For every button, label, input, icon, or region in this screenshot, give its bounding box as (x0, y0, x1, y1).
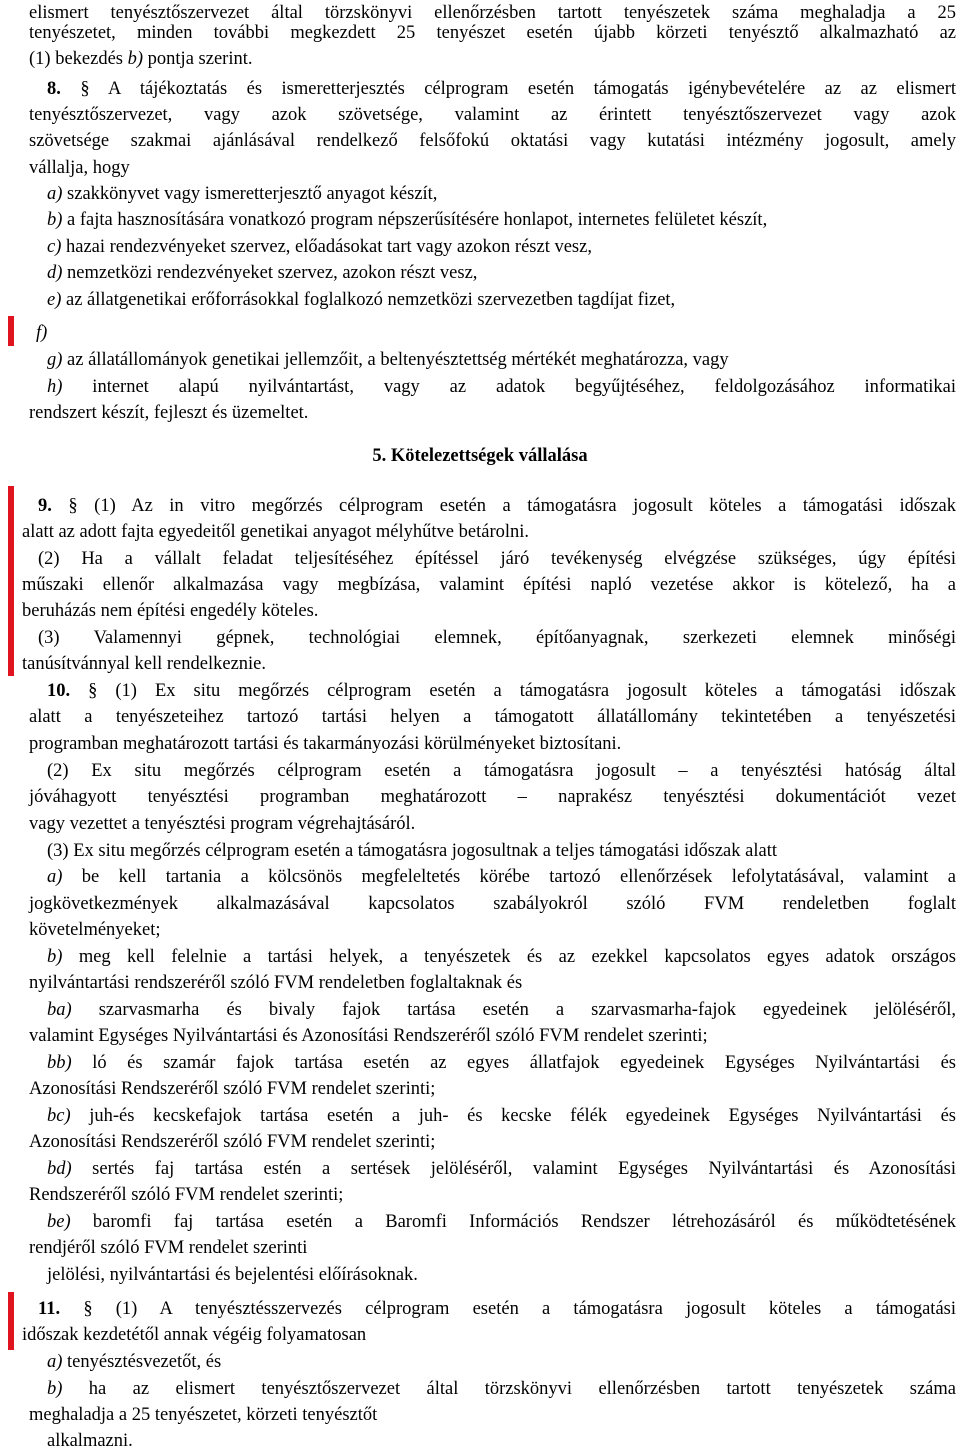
text: Azonosítási Rendszeréről szóló FVM rendelet szerinti; (29, 1132, 436, 1152)
text: vállalja, hogy (29, 158, 130, 178)
text: az állatállományok genetikai jellemzőit, a beltenyésztettség mértékét meghatározza, vagy (62, 350, 729, 370)
point-label: bd) (47, 1159, 72, 1179)
point-label: b) (47, 210, 63, 230)
text: (1) Ex situ megőrzés célprogram esetén a támogatásra jogosult köteles a támogatási időszak (115, 681, 956, 701)
point-label: a) (47, 1352, 63, 1372)
list-item (47, 234, 956, 260)
list-item (47, 1209, 956, 1235)
text: alatt a tenyészeteihez tartozó tartási helyen a támogatott állatállomány tekintetében a tenyészetési (29, 707, 956, 727)
list-item (47, 1262, 956, 1288)
list-item (47, 347, 956, 373)
list-item (47, 260, 956, 286)
section-symbol: § (68, 496, 78, 516)
point-label: g) (47, 350, 63, 370)
list-item (47, 374, 956, 400)
text: a fajta hasznosítására vonatkozó program népszerűsítésére honlapot, internetes felületet készít, (62, 210, 768, 230)
point-label: b) (127, 49, 144, 69)
revision-mark (8, 316, 14, 346)
text: időszak kezdetétől annak végéig folyamatosan (22, 1325, 367, 1345)
paragraph-line (29, 46, 956, 72)
list-item (47, 287, 956, 313)
text: alkalmazni. (47, 1431, 133, 1451)
text: szövetsége szakmai ajánlásával rendelkező felsőfokú oktatási vagy kutatási intézmény jogosult, amely (29, 131, 956, 151)
section-number: 10. (47, 681, 71, 701)
section-8-line (29, 128, 956, 154)
text: baromfi faj tartása esetén a Baromfi Információs Rendszer létrehozásáról és működtetésének (70, 1212, 956, 1232)
revision-mark (8, 486, 14, 676)
point-label: ba) (47, 1000, 72, 1020)
section-11-line (38, 1296, 956, 1322)
text: nemzetközi rendezvényeket szervez, azokon részt vesz, (62, 263, 478, 283)
section-8-line (47, 76, 956, 102)
text: tenyésztőszervezet, vagy azok szövetsége, valamint az érintett tenyésztőszervezet vagy azok (29, 105, 956, 125)
list-item (29, 1182, 956, 1208)
text: meg kell felelnie a tartási helyek, a tenyészetek és az ezekkel kapcsolatos egyes adatok országos (62, 947, 956, 967)
text: Rendszeréről szóló FVM rendelet szerinti; (29, 1185, 344, 1205)
point-label: f) (36, 323, 48, 343)
section-number: 9. (38, 496, 52, 516)
section-9-line (38, 625, 956, 651)
section-9-line (22, 598, 956, 624)
text: Azonosítási Rendszeréről szóló FVM rendelet szerinti; (29, 1079, 436, 1099)
list-item (29, 970, 956, 996)
list-item (29, 400, 956, 426)
section-10-line (29, 784, 956, 810)
list-item (47, 1376, 956, 1402)
point-label: c) (47, 237, 62, 257)
text: hazai rendezvényeket szervez, előadásokat tart vagy azokon részt vesz, (61, 237, 592, 257)
section-9-line (22, 572, 956, 598)
section-8-line (29, 102, 956, 128)
list-item (47, 1156, 956, 1182)
list-item (47, 944, 956, 970)
list-item (29, 891, 956, 917)
text: (1) bekezdés (29, 49, 128, 69)
point-label: h) (47, 377, 63, 397)
text: programban meghatározott tartási és takarmányozási körülményeket biztosítani. (29, 734, 622, 754)
point-label: b) (47, 947, 63, 967)
section-10-line (29, 731, 956, 757)
text: tanúsítvánnyal kell rendelkeznie. (22, 654, 267, 674)
list-item (47, 1103, 956, 1129)
text: (3) Valamennyi gépnek, technológiai elemnek, építőanyagnak, szerkezeti elemnek minőségi (38, 628, 956, 648)
section-8-line (29, 155, 956, 181)
section-number: 11. (38, 1299, 61, 1319)
section-10-line (47, 838, 956, 864)
list-item (29, 1402, 956, 1428)
text: (1) Az in vitro megőrzés célprogram esetén a támogatásra jogosult köteles a támogatási időszak (94, 496, 957, 516)
point-label: e) (47, 290, 62, 310)
text: alatt az adott fajta egyedeitől genetikai anyagot mélyhűtve betárolni. (22, 522, 530, 542)
section-symbol: § (80, 79, 90, 99)
section-symbol: § (88, 681, 98, 701)
text: (1) A tenyésztésszervezés célprogram esetén a támogatásra jogosult köteles a támogatási (115, 1299, 956, 1319)
text: nyilvántartási rendszeréről szóló FVM rendeletben foglaltaknak és (29, 973, 523, 993)
text: tenyészetet, minden további megkezdett 25 tenyészet esetén újabb körzeti tenyésztő alkalmazható az (29, 23, 956, 43)
text: (2) Ex situ megőrzés célprogram esetén a támogatásra jogosult – a tenyésztési hatóság által (47, 761, 956, 781)
text: valamint Egységes Nyilvántartási és Azonosítási Rendszeréről szóló FVM rendelet szerinti; (29, 1026, 708, 1046)
list-item (47, 1050, 956, 1076)
text: internet alapú nyilvántartást, vagy az adatok begyűjtéséhez, feldolgozásához informatikai (62, 377, 956, 397)
list-item (29, 1023, 956, 1049)
section-9-line (38, 546, 956, 572)
point-label: b) (47, 1379, 63, 1399)
text: műszaki ellenőr alkalmazása vagy megbízása, valamint építési napló vezetése akkor is kötelező, ha a (22, 575, 956, 595)
text: jogkövetkezmények alkalmazásával kapcsolatos szabályokról szóló FVM rendeletben foglalt (29, 894, 956, 914)
point-label: be) (47, 1212, 71, 1232)
point-label: a) (47, 867, 63, 887)
section-10-line (29, 811, 956, 837)
text: jelölési, nyilvántartási és bejelentési előírásoknak. (47, 1265, 418, 1285)
list-item (29, 1235, 956, 1261)
paragraph-line (29, 20, 956, 46)
text: beruházás nem építési engedély köteles. (22, 601, 319, 621)
text: tenyésztésvezetőt, és (62, 1352, 222, 1372)
section-9-line (22, 519, 956, 545)
list-item (47, 181, 956, 207)
list-item (47, 997, 956, 1023)
section-10-line (47, 758, 956, 784)
text: követelményeket; (29, 920, 161, 940)
list-item (29, 1129, 956, 1155)
text: A tájékoztatás és ismeretterjesztés célprogram esetén támogatás igénybevételére az az elismert (108, 79, 957, 99)
point-label: bc) (47, 1106, 71, 1126)
text: rendszert készít, fejleszt és üzemeltet. (29, 403, 309, 423)
text: rendjéről szóló FVM rendelet szerinti (29, 1238, 308, 1258)
text: (3) Ex situ megőrzés célprogram esetén a támogatásra jogosultnak a teljes támogatási időszak alatt (47, 841, 777, 861)
text: szarvasmarha és bivaly fajok tartása esetén a szarvasmarha-fajok egyedeinek jelöléséről, (71, 1000, 956, 1020)
text: vagy vezettet a tenyésztési program végrehajtásáról. (29, 814, 416, 834)
section-10-line (47, 678, 956, 704)
section-9-line (38, 493, 956, 519)
point-label: a) (47, 184, 63, 204)
text: jóváhagyott tenyésztési programban meghatározott – naprakész tenyésztési dokumentációt vezet (29, 787, 956, 807)
list-item (47, 1428, 956, 1454)
text: pontja szerint. (143, 49, 253, 69)
text: be kell tartania a kölcsönös megfeleltetés körébe tartozó ellenőrzések lefolytatásával, valamint a (62, 867, 956, 887)
list-item (29, 917, 956, 943)
text: sertés faj tartása estén a sertések jelöléséről, valamint Egységes Nyilvántartási és Azonosítási (71, 1159, 956, 1179)
list-item (47, 207, 956, 233)
section-10-line (29, 704, 956, 730)
text: meghaladja a 25 tenyészetet, körzeti tenyésztőt (29, 1405, 378, 1425)
section-symbol: § (83, 1299, 93, 1319)
list-item (36, 320, 956, 346)
list-item (47, 864, 956, 890)
revision-mark (8, 1292, 14, 1350)
list-item (29, 1076, 956, 1102)
section-9-line (22, 651, 956, 677)
point-label: bb) (47, 1053, 72, 1073)
section-11-line (22, 1322, 956, 1348)
text: elismert tenyésztőszervezet által törzskönyvi ellenőrzésben tartott tenyészetek száma meghaladja a 25 (29, 3, 956, 23)
text: juh-és kecskefajok tartása esetén a juh- és kecske félék egyedeinek Egységes Nyilvántartási és (70, 1106, 956, 1126)
text: az állatgenetikai erőforrásokkal foglalkozó nemzetközi szervezetben tagdíjat fizet, (61, 290, 676, 310)
text: ló és szamár fajok tartása esetén az egyes állatfajok egyedeinek Egységes Nyilvántartási és (71, 1053, 956, 1073)
point-label: d) (47, 263, 63, 283)
text: szakkönyvet vagy ismeretterjesztő anyagot készít, (62, 184, 438, 204)
text: ha az elismert tenyésztőszervezet által törzskönyvi ellenőrzésben tartott tenyészetek száma (62, 1379, 956, 1399)
list-item (47, 1349, 956, 1375)
section-number: 8. (47, 79, 61, 99)
text: (2) Ha a vállalt feladat teljesítéséhez építéssel járó tevékenység elvégzése szükséges, úgy építési (38, 549, 956, 569)
chapter-heading: 5. Kötelezettségek vállalása (372, 446, 588, 466)
